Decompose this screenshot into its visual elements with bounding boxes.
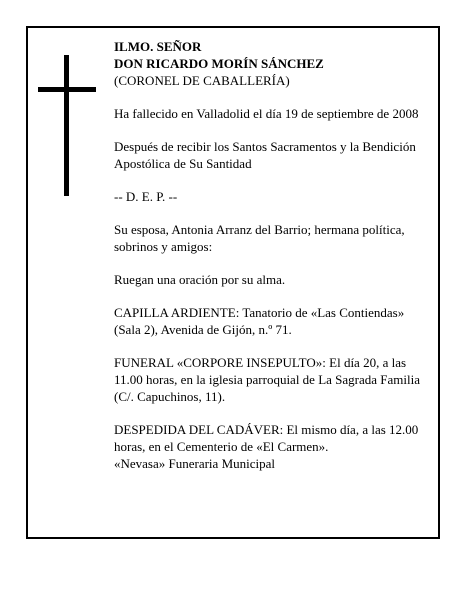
sacraments-statement: Después de recibir los Santos Sacramentos y la Bendición Apostólica de Su Santidad <box>114 139 416 171</box>
deceased-name: DON RICARDO MORÍN SÁNCHEZ <box>114 56 324 71</box>
funeral-home: «Nevasa» Funeraria Municipal <box>114 456 276 471</box>
prayer-request: Ruegan una oración por su alma. <box>114 272 286 287</box>
cross-icon <box>64 55 69 196</box>
obituary-text <box>114 38 426 472</box>
funeral-info: FUNERAL «CORPORE INSEPULTO»: El día 20, a las 11.00 horas, en la iglesia parroquial de La Sagrada Familia (C/. Capuchinos, 11). <box>114 355 421 404</box>
cross-icon-bar <box>38 87 96 92</box>
rank: (CORONEL DE CABALLERÍA) <box>114 73 290 88</box>
rip-line: -- D. E. P. -- <box>114 189 178 204</box>
farewell-info: DESPEDIDA DEL CADÁVER: El mismo día, a las 12.00 horas, en el Cementerio de «El Carmen». <box>114 422 419 454</box>
chapel-info: CAPILLA ARDIENTE: Tanatorio de «Las Contiendas» (Sala 2), Avenida de Gijón, n.º 71. <box>114 305 405 337</box>
death-statement: Ha fallecido en Valladolid el día 19 de septiembre de 2008 <box>114 106 419 121</box>
family-line: Su esposa, Antonia Arranz del Barrio; hermana política, sobrinos y amigos: <box>114 222 405 254</box>
title-line-1: ILMO. SEÑOR <box>114 39 202 54</box>
